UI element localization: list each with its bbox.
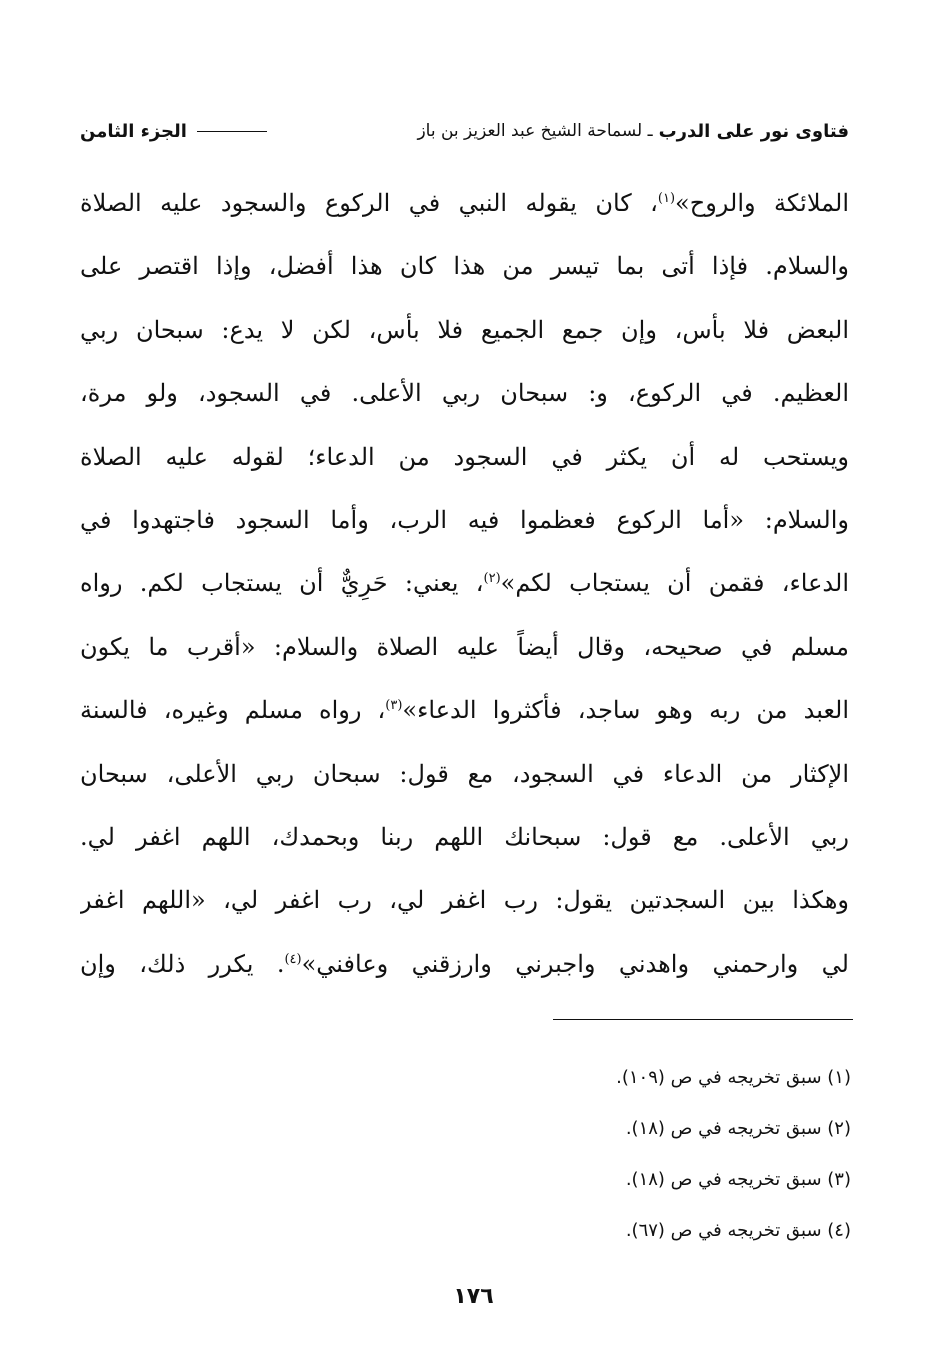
- text-segment: لي وارحمني واهدني واجبرني وارزقني وعافني»: [301, 949, 849, 978]
- text-segment: ، رواه مسلم وغيره، فالسنة: [80, 696, 386, 725]
- text-line: [80, 552, 849, 615]
- book-title: فتاوى نور على الدرب: [658, 120, 849, 142]
- text-segment: الملائكة والروح»: [675, 189, 849, 217]
- footnote-3: (٣) سبق تخريجه في ص (١٨).: [625, 1169, 851, 1190]
- text-segment: العبد من ربه وهو ساجد، فأكثروا الدعاء»: [402, 696, 849, 725]
- part-label: الجزء الثامن: [80, 120, 187, 142]
- author-line: ـ لسماحة الشيخ عبد العزيز بن باز: [417, 121, 653, 141]
- text-segment: العظيم. في الركوع، و: سبحان ربي الأعلى. في السجود، ولو مرة،: [80, 379, 849, 408]
- text-line: [80, 616, 849, 679]
- text-line: [80, 489, 849, 552]
- text-segment: والسلام: «أما الركوع فعظموا فيه الرب، وأما السجود فاجتهدوا في: [80, 505, 849, 534]
- footnote-marker: (٣): [385, 698, 403, 714]
- text-segment: ويستحب له أن يكثر في السجود من الدعاء؛ لقوله عليه الصلاة: [80, 442, 849, 471]
- text-segment: ، كان يقوله النبي في الركوع والسجود عليه الصلاة: [80, 189, 658, 217]
- header-rule: [197, 131, 267, 132]
- text-line: [80, 869, 849, 932]
- footnote-1: (١) سبق تخريجه في ص (١٠٩).: [616, 1067, 851, 1088]
- header-title-group: [417, 121, 849, 142]
- text-segment: ، يعني: حَرِيٌّ أن يستجاب لكم. رواه: [80, 569, 484, 598]
- text-segment: والسلام. فإذا أتى بما تيسر من هذا كان هذا أفضل، وإذا اقتصر على: [80, 252, 849, 281]
- text-segment: ربي الأعلى. مع قول: سبحانك اللهم ربنا وبحمدك، اللهم اغفر لي.: [80, 822, 849, 851]
- text-line: [80, 806, 849, 869]
- text-line: [80, 743, 849, 806]
- footnote-4: (٤) سبق تخريجه في ص (٦٧).: [625, 1220, 851, 1241]
- page-number: ١٧٦: [453, 1284, 494, 1309]
- text-line: [80, 426, 849, 489]
- footnote-marker: (١): [657, 191, 676, 206]
- main-text: [80, 172, 849, 996]
- footnote-2: (٢) سبق تخريجه في ص (١٨).: [625, 1118, 851, 1139]
- text-line: [80, 679, 849, 742]
- text-line: [80, 172, 849, 235]
- text-segment: الدعاء، فقمن أن يستجاب لكم»: [500, 569, 849, 598]
- text-segment: الإكثار من الدعاء في السجود، مع قول: سبحان ربي الأعلى، سبحان: [80, 759, 849, 788]
- text-line: [80, 299, 849, 362]
- footnotes: [431, 1052, 851, 1256]
- text-line: [80, 933, 849, 996]
- header-part-group: [80, 121, 271, 142]
- running-header: [80, 113, 849, 149]
- text-segment: وهكذا بين السجدتين يقول: رب اغفر لي، رب اغفر لي، «اللهم اغفر: [80, 886, 849, 915]
- text-segment: مسلم في صحيحه، وقال أيضاً عليه الصلاة والسلام: «أقرب ما يكون: [80, 632, 849, 661]
- text-line: [80, 362, 849, 425]
- footnote-marker: (٤): [284, 951, 302, 967]
- text-segment: البعض فلا بأس، وإن جمع الجميع فلا بأس، لكن لا يدع: سبحان ربي: [80, 315, 849, 344]
- text-line: [80, 235, 849, 298]
- text-segment: . يكرر ذلك، وإن: [80, 949, 285, 978]
- footnote-marker: (٢): [483, 571, 501, 587]
- footnote-divider: [553, 1019, 853, 1020]
